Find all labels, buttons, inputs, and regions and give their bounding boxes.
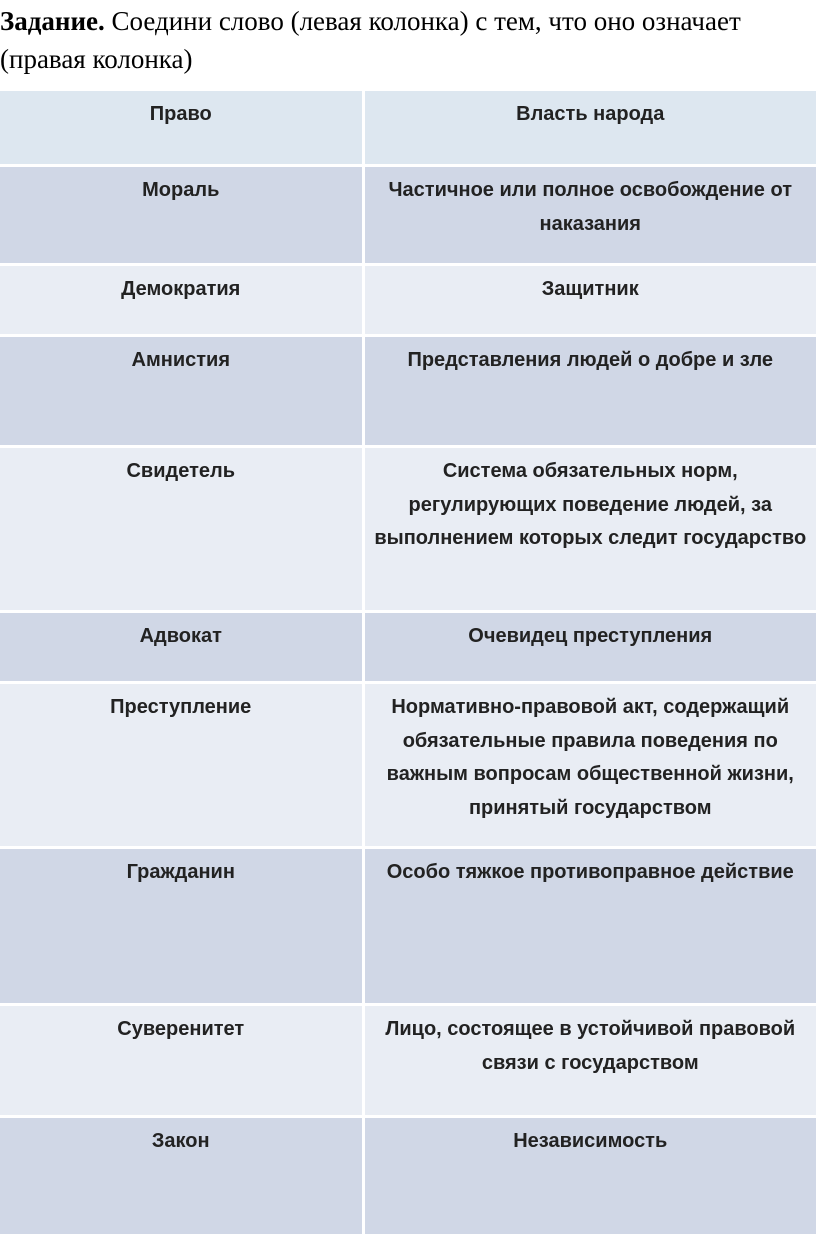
definition-cell: Частичное или полное освобождение от наказания [363, 166, 816, 265]
term-cell: Демократия [0, 265, 363, 336]
task-label: Задание. [0, 6, 105, 36]
definition-cell: Очевидец преступления [363, 612, 816, 683]
term-cell: Право [0, 90, 363, 166]
definition-cell: Независимость [363, 1117, 816, 1234]
task-instruction [0, 2, 810, 78]
task-text: Соедини слово (левая колонка) с тем, что оно означает (правая колонка) [0, 6, 741, 74]
definition-cell: Особо тяжкое противоправное действие [363, 848, 816, 1005]
table-row [0, 612, 816, 683]
table-row [0, 336, 816, 447]
table-row [0, 1005, 816, 1117]
term-cell: Закон [0, 1117, 363, 1234]
definition-cell: Представления людей о добре и зле [363, 336, 816, 447]
term-cell: Гражданин [0, 848, 363, 1005]
definition-cell: Нормативно-правовой акт, содержащий обязательные правила поведения по важным вопросам общественной жизни, принятый государством [363, 683, 816, 848]
definition-cell: Власть народа [363, 90, 816, 166]
term-cell: Суверенитет [0, 1005, 363, 1117]
table-row [0, 166, 816, 265]
table-row [0, 848, 816, 1005]
matching-table [0, 88, 816, 1234]
table-row [0, 265, 816, 336]
table-row [0, 1117, 816, 1234]
definition-cell: Система обязательных норм, регулирующих поведение людей, за выполнением которых следит государство [363, 447, 816, 612]
term-cell: Преступление [0, 683, 363, 848]
term-cell: Адвокат [0, 612, 363, 683]
term-cell: Свидетель [0, 447, 363, 612]
table-row [0, 683, 816, 848]
definition-cell: Защитник [363, 265, 816, 336]
table-row [0, 447, 816, 612]
definition-cell: Лицо, состоящее в устойчивой правовой связи с государством [363, 1005, 816, 1117]
term-cell: Мораль [0, 166, 363, 265]
term-cell: Амнистия [0, 336, 363, 447]
table-row [0, 90, 816, 166]
